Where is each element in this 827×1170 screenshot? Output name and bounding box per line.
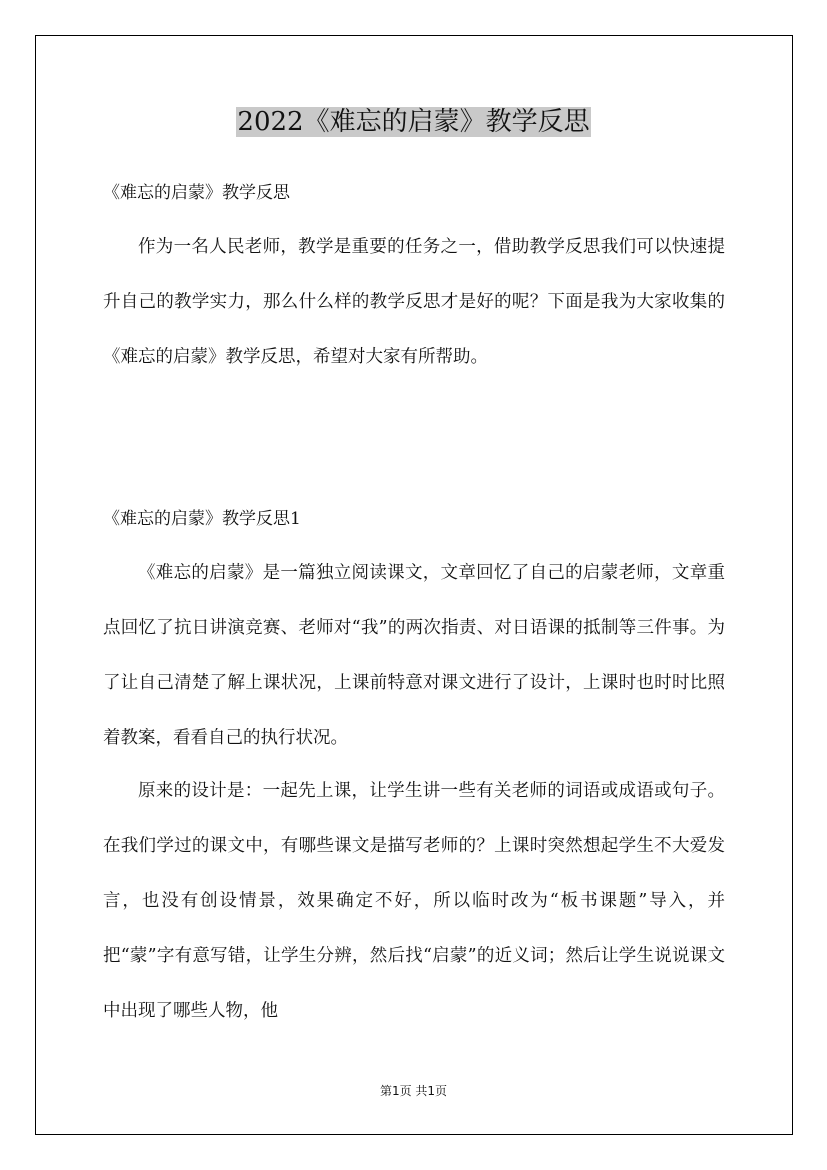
section-1-subheading: 《难忘的启蒙》教学反思1 (103, 509, 301, 529)
intro-paragraph: 作为一名人民老师，教学是重要的任务之一，借助教学反思我们可以快速提升自己的教学实力，那么什么样的教学反思才是好的呢？下面是我为大家收集的《难忘的启蒙》教学反思，希望对大家有所帮助。 (103, 237, 725, 367)
section-1-paragraph-2: 原来的设计是：一起先上课，让学生讲一些有关老师的词语或成语或句子。在我们学过的课文中，有哪些课文是描写老师的？上课时突然想起学生不大爱发言，也没有创设情景，效果确定不好，所以临时改为“板书课题”导入，并把“蒙”字有意写错，让学生分辨，然后找“启蒙”的近义词；然后让学生说说课文中出现了哪些人物，他 (103, 781, 725, 1021)
page-footer: 第1页 共1页 (379, 1084, 448, 1098)
document-title (0, 104, 827, 140)
section-1-paragraph-1: 《难忘的启蒙》是一篇独立阅读课文，文章回忆了自己的启蒙老师，文章重点回忆了抗日讲演竞赛、老师对“我”的两次指责、对日语课的抵制等三件事。为了让自己清楚了解上课状况，上课前特意对课文进行了设计，上课时也时时比照着教案，看看自己的执行状况。 (103, 563, 725, 748)
document-title-text: 2022《难忘的启蒙》教学反思 (237, 107, 590, 137)
intro-subheading: 《难忘的启蒙》教学反思 (103, 183, 290, 203)
